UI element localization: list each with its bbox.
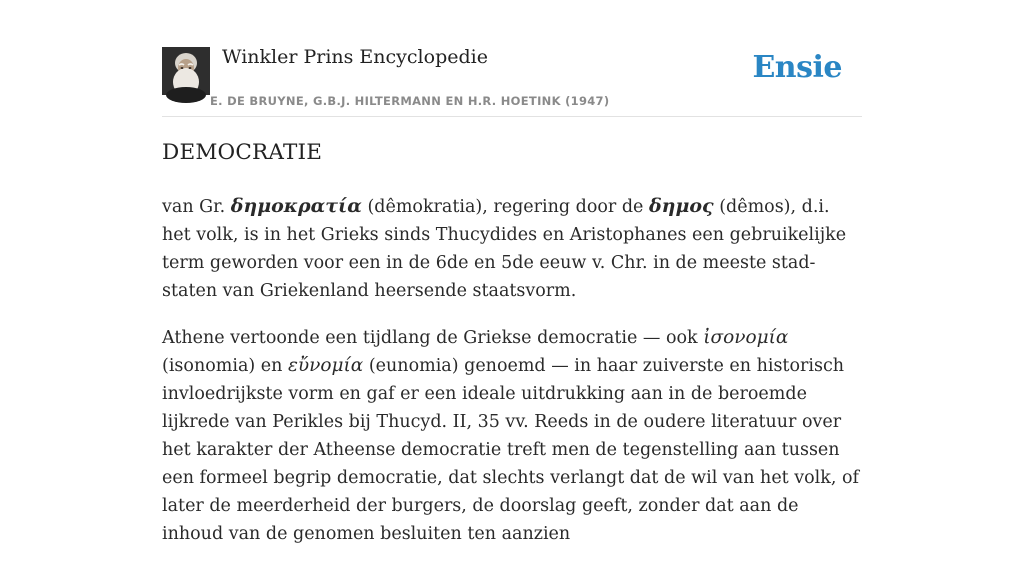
p1-text-2: (dêmokratia), regering door de [361, 197, 649, 217]
p2-greek-eunomia: εὔνομία [287, 355, 364, 376]
paragraph-2 [162, 324, 862, 548]
p1-greek-demokratia: δημοκρατία [230, 195, 362, 217]
avatar-portrait-icon [162, 47, 210, 95]
header [162, 40, 862, 117]
source-subtitle: E. DE BRUYNE, G.B.J. HILTERMANN EN H.R. HOETINK (1947) [210, 94, 610, 108]
p2-text-3: (eunomia) genoemd — in haar zuiverste en historisch invloedrijkste vorm en gaf er een ideale uitdrukking aan in de beroemde lijkrede van Perikles bij Thucyd. II, 35 vv. Reeds in de oudere literatuur over het karakter der Atheense democratie treft men de tegenstelling aan tussen een formeel begrip democratie, dat slechts verlangt dat de wil van het volk, of later de meerderheid der burgers, de doorslag geeft, zonder dat aan de inhoud van de genomen besluiten ten aanzien [162, 356, 860, 544]
p2-text-1: Athene vertoonde een tijdlang de Griekse democratie — ook [162, 328, 704, 348]
p2-text-2: (isonomia) en [162, 356, 288, 376]
p2-greek-isonomia: ἰσονομία [703, 327, 789, 348]
article-body [162, 192, 862, 567]
paragraph-1 [162, 192, 862, 305]
author-avatar[interactable] [162, 47, 210, 95]
article-title: DEMOCRATIE [162, 140, 323, 165]
p1-text-3: (dêmos), d.i. het volk, is in het Grieks sinds Thucydides en Aristophanes een gebruikelijke term geworden voor een in de 6de en 5de eeuw v. Chr. in de meeste stad-staten van Griekenland heersende staatsvorm. [162, 197, 847, 301]
site-title[interactable]: Winkler Prins Encyclopedie [222, 46, 488, 68]
ensie-logo-link[interactable]: Ensie [752, 50, 842, 85]
p1-greek-demos: δημος [648, 195, 714, 217]
p1-text-1: van Gr. [162, 197, 231, 217]
